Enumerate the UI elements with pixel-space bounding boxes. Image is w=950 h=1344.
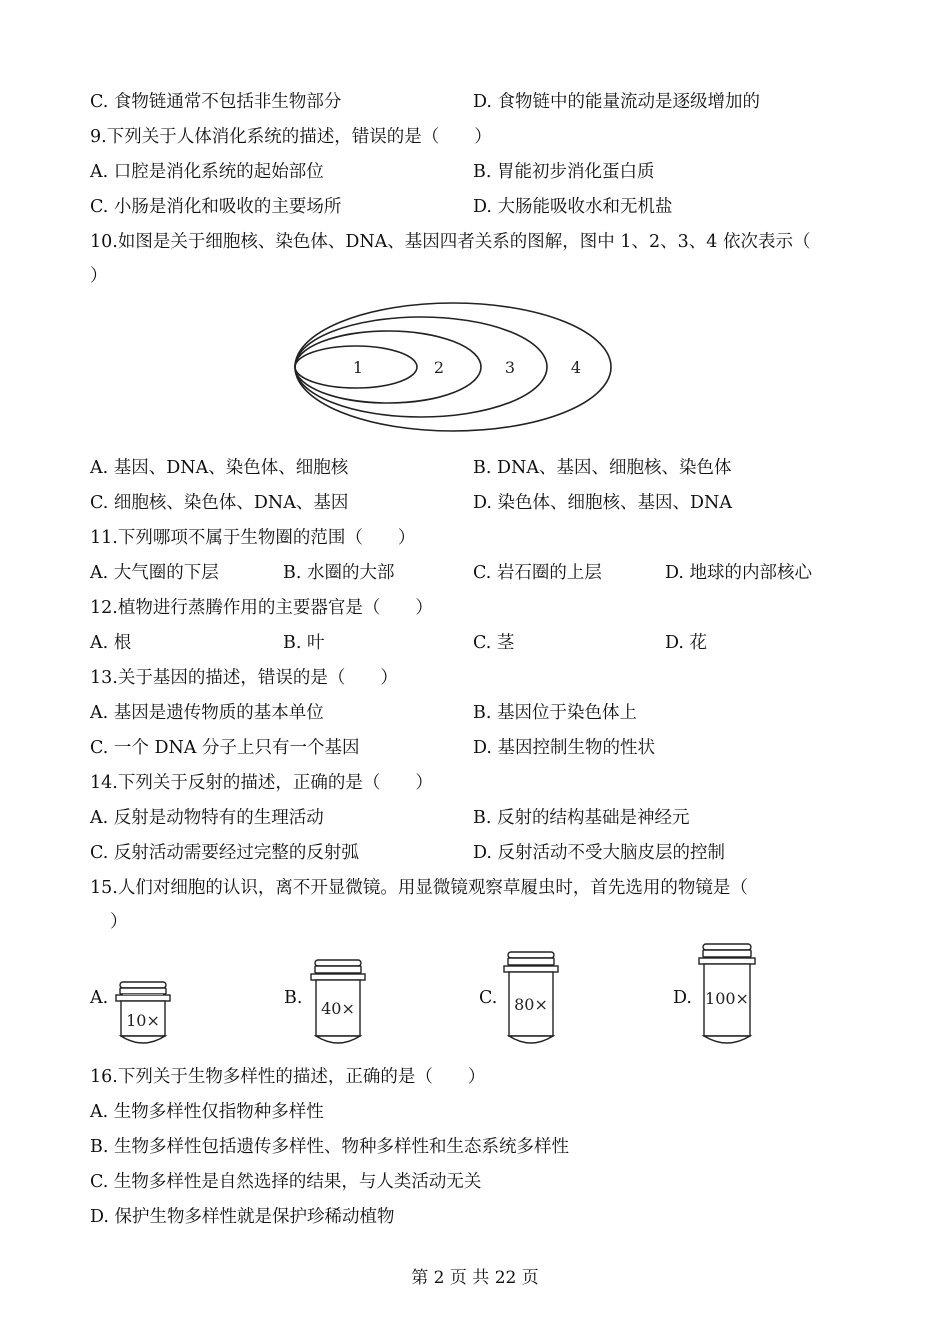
q10-option-d: D. 染色体、细胞核、基因、DNA [473,493,733,513]
ellipse-4 [295,303,611,431]
q13-option-c: C. 一个 DNA 分子上只有一个基因 [90,738,360,758]
q11-option-d: D. 地球的内部核心 [665,563,813,583]
lens-a-magnification: 10× [126,1011,160,1030]
objective-lens-b-icon [307,956,371,1052]
q10-option-c: C. 细胞核、染色体、DNA、基因 [90,493,349,513]
objective-lens-c-icon [500,948,564,1052]
q15-option-c-label: C. [479,988,498,1008]
label-2: 2 [433,358,445,377]
q11-option-c: C. 岩石圈的上层 [473,563,602,583]
q14-option-a: A. 反射是动物特有的生理活动 [90,808,324,828]
lens-b-magnification: 40× [321,999,355,1018]
q11-stem: 11.下列哪项不属于生物圈的范围（ ） [90,528,416,548]
q13-option-d: D. 基因控制生物的性状 [473,738,656,758]
q9-stem: 9.下列关于人体消化系统的描述，错误的是（ ） [90,127,492,147]
q8-option-c: C. 食物链通常不包括非生物部分 [90,92,342,112]
lens-d-magnification: 100× [705,989,749,1008]
q15-option-b-label: B. [284,988,303,1008]
q10-option-b: B. DNA、基因、细胞核、染色体 [473,458,732,478]
q12-option-a: A. 根 [90,633,132,653]
page-footer: 第 2 页 共 22 页 [411,1268,539,1288]
q9-option-a: A. 口腔是消化系统的起始部位 [90,162,324,182]
q14-stem: 14.下列关于反射的描述，正确的是（ ） [90,773,433,793]
q12-option-d: D. 花 [665,633,708,653]
lens-c-magnification: 80× [514,995,548,1014]
q12-option-b: B. 叶 [283,633,325,653]
label-4: 4 [570,358,582,377]
objective-lens-a-icon [112,978,176,1052]
q12-stem: 12.植物进行蒸腾作用的主要器官是（ ） [90,598,433,618]
q9-option-b: B. 胃能初步消化蛋白质 [473,162,655,182]
q10-nested-ellipse-figure [290,298,620,438]
q10-stem-line1: 10.如图是关于细胞核、染色体、DNA、基因四者关系的图解，图中 1、2、3、4 依次表示（ [90,232,811,252]
q10-stem-line2: ） [90,266,108,286]
q15-option-d-label: D. [673,988,692,1008]
q10-option-a: A. 基因、DNA、染色体、细胞核 [90,458,349,478]
objective-lens-d-icon [695,940,761,1052]
q11-option-b: B. 水圈的大部 [283,563,395,583]
q13-option-b: B. 基因位于染色体上 [473,703,637,723]
q15-stem-line2: ） [110,912,128,932]
label-3: 3 [504,358,516,377]
q8-option-d: D. 食物链中的能量流动是逐级增加的 [473,92,761,112]
q14-option-b: B. 反射的结构基础是神经元 [473,808,690,828]
q14-option-c: C. 反射活动需要经过完整的反射弧 [90,843,359,863]
q16-stem: 16.下列关于生物多样性的描述，正确的是（ ） [90,1067,486,1087]
q9-option-d: D. 大肠能吸收水和无机盐 [473,197,673,217]
q13-option-a: A. 基因是遗传物质的基本单位 [90,703,324,723]
q14-option-d: D. 反射活动不受大脑皮层的控制 [473,843,726,863]
ellipse-2 [295,331,481,403]
q11-option-a: A. 大气圈的下层 [90,563,219,583]
q12-option-c: C. 茎 [473,633,515,653]
q15-option-a-label: A. [90,988,109,1008]
q9-option-c: C. 小肠是消化和吸收的主要场所 [90,197,342,217]
q16-option-a: A. 生物多样性仅指物种多样性 [90,1102,324,1122]
q13-stem: 13.关于基因的描述，错误的是（ ） [90,668,398,688]
q16-option-d: D. 保护生物多样性就是保护珍稀动植物 [90,1207,395,1227]
q16-option-c: C. 生物多样性是自然选择的结果，与人类活动无关 [90,1172,482,1192]
q16-option-b: B. 生物多样性包括遗传多样性、物种多样性和生态系统多样性 [90,1137,569,1157]
q15-stem-line1: 15.人们对细胞的认识，离不开显微镜。用显微镜观察草履虫时，首先选用的物镜是（ [90,878,748,898]
label-1: 1 [352,358,364,377]
